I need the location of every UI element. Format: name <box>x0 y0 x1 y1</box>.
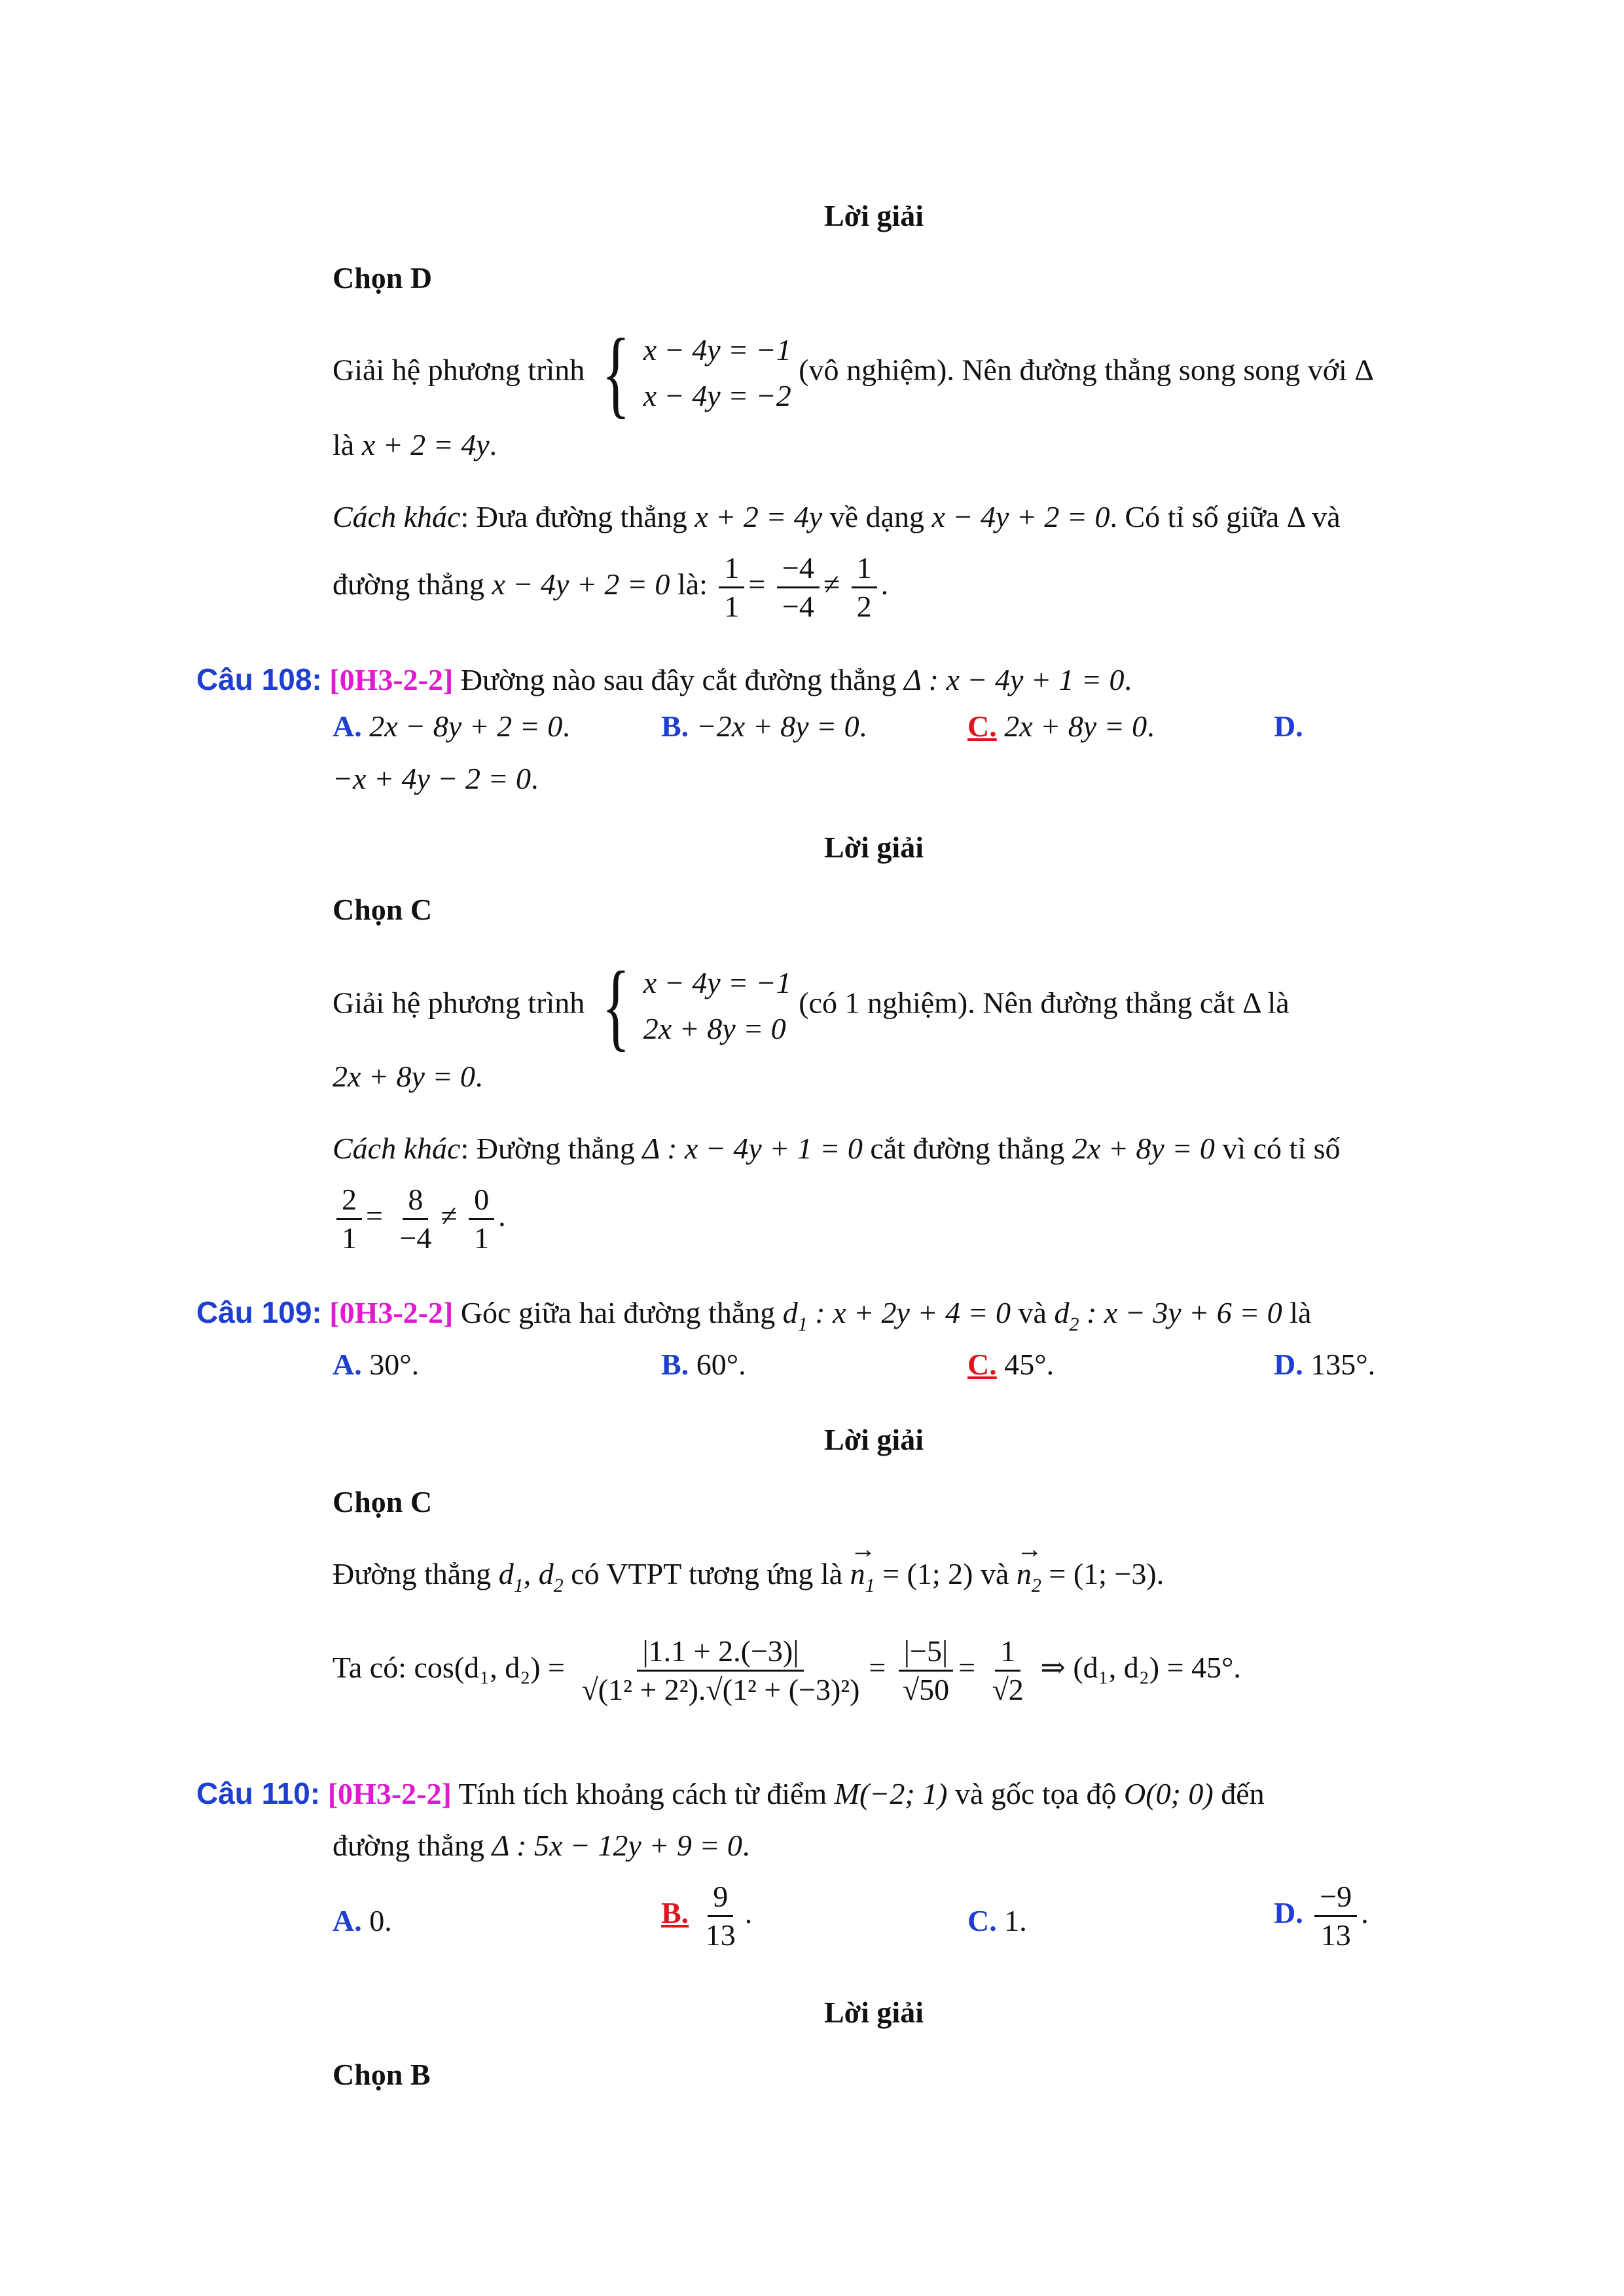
q108-option-d[interactable]: −x + 4y − 2 = 0. <box>333 762 539 795</box>
question-109: Câu 109: [0H3-2-2] Góc giữa hai đường thẳng $d_1$ : x + 2y + 4 = 0 và $d_2$ : x − 3y + 6 = 0 là <box>196 1295 1312 1335</box>
system-line: Giải hệ phương trình { x − 4y = −1 2x + 8y = 0 (có 1 nghiệm). Nên đường thẳng cắt Δ là <box>333 952 1290 1060</box>
q110-option-c[interactable]: C. 1. <box>967 1904 1027 1937</box>
q108-option-b[interactable]: B. −2x + 8y = 0. <box>661 709 867 743</box>
q110-option-d[interactable]: D. $\frac{-9}{13}$ . <box>1274 1880 1369 1952</box>
q108-option-c[interactable]: C. 2x + 8y = 0. <box>967 709 1155 743</box>
result-line: 2x + 8y = 0. <box>333 1060 483 1093</box>
q110-option-b[interactable]: B. $\frac{9}{13}$ . <box>661 1880 753 1952</box>
solution-heading: Lời giải <box>824 199 924 232</box>
q109-option-a[interactable]: A. 30°. <box>333 1348 420 1381</box>
q109-option-c[interactable]: C. 45°. <box>967 1348 1055 1381</box>
q108-option-d-label[interactable]: D. <box>1274 709 1303 743</box>
choice-line: Chọn C <box>333 1485 433 1518</box>
equation-system: { x − 4y = −1 2x + 8y = 0 <box>602 952 791 1060</box>
question-110: Câu 110: [0H3-2-2] Tính tích khoảng cách từ điểm M(−2; 1) và gốc tọa độ O(0; 0) đến <box>196 1776 1265 1810</box>
ratio-line: $\frac{2}{1}$ = $\frac{8}{-4}$ ≠ $\frac{0}{1}$ . <box>333 1181 506 1257</box>
solution-heading: Lời giải <box>824 1423 924 1456</box>
choice-line: Chọn D <box>333 261 433 295</box>
solution-heading: Lời giải <box>824 1996 924 2029</box>
q110-option-a[interactable]: A. 0. <box>333 1904 392 1937</box>
vtpt-line: Đường thẳng $d_1$, $d_2$ có VTPT tương ứng là → $n_1 = (1$; 2) và → $n_2 = (1$; −3). <box>333 1554 1164 1605</box>
solution-heading: Lời giải <box>824 831 924 864</box>
alt-method-line: Cách khác: Đường thẳng Δ : x − 4y + 1 = 0 cắt đường thẳng 2x + 8y = 0 vì có tỉ số <box>333 1132 1341 1165</box>
alt-method-line: Cách khác: Đưa đường thẳng x + 2 = 4y về dạng x − 4y + 2 = 0. Có tỉ số giữa Δ và <box>333 500 1341 533</box>
q108-option-a[interactable]: A. 2x − 8y + 2 = 0. <box>333 709 570 743</box>
q109-option-d[interactable]: D. 135°. <box>1274 1348 1376 1381</box>
choice-line: Chọn C <box>333 893 433 926</box>
equation-system: { x − 4y = −1 x − 4y = −2 <box>602 319 791 427</box>
result-line: là x + 2 = 4y. <box>333 428 497 461</box>
choice-line: Chọn B <box>333 2058 431 2091</box>
q109-option-b[interactable]: B. 60°. <box>661 1348 746 1381</box>
system-line: Giải hệ phương trình { x − 4y = −1 x − 4y = −2 (vô nghiệm). Nên đường thẳng song song với Δ <box>333 319 1374 427</box>
cosine-formula: Ta có: cos(d₁, d₂) = $\frac{|1.1 + 2.(-3)|}{\text{√(1² + 2²).√(1² + (−3)²)}}$ = $\frac{|-5|}{√50}$ = $\frac{1}{√2}$ ⇒ (d₁, d₂) = 45°. <box>333 1634 1241 1706</box>
question-110-line2: đường thẳng Δ : 5x − 12y + 9 = 0. <box>333 1829 750 1862</box>
ratio-line: đường thẳng x − 4y + 2 = 0 là: $\frac{1}{1}$ = $\frac{-4}{-4}$ ≠ $\frac{1}{2}$ . <box>333 551 889 623</box>
question-108: Câu 108: [0H3-2-2] Đường nào sau đây cắt đường thẳng Δ : x − 4y + 1 = 0. <box>196 662 1132 696</box>
